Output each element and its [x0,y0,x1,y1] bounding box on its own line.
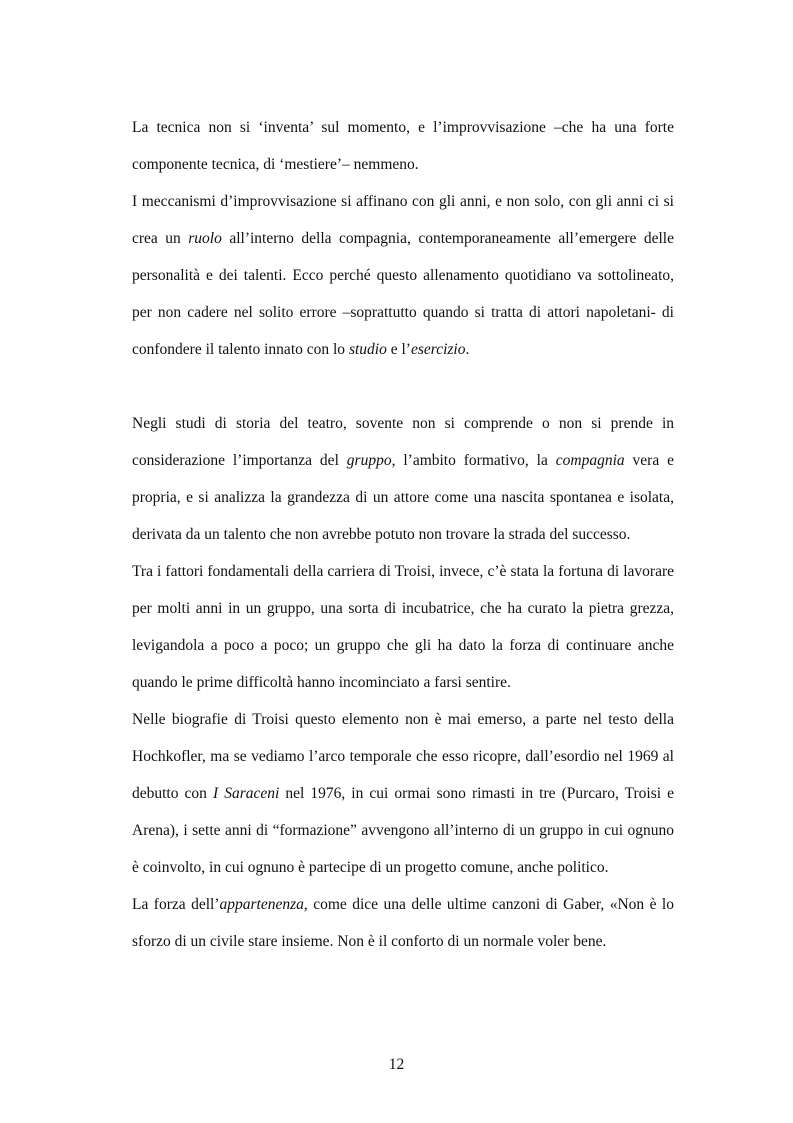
paragraph-5 [132,701,674,886]
emphasis-appartenenza: appartenenza [219,896,304,913]
page-number: 12 [388,1056,405,1073]
text-run: Tra i fattori fondamentali della carriera di Troisi, invece, c’è stata la fortuna di lavorare per molti anni in un gruppo, una sorta di incubatrice, che ha curato la pietra grezza, levigandola a poco a poco; un gruppo che gli ha dato la forza di continuare anche quando le prime difficoltà hanno incominciato a farsi sentire. [132,563,674,691]
body-text [132,109,674,960]
emphasis-ruolo: ruolo [188,230,222,247]
emphasis-studio: studio [348,341,387,358]
paragraph-3 [132,405,674,553]
text-run: e l’ [386,341,411,358]
paragraph-6 [132,886,674,960]
emphasis-gruppo: gruppo [346,452,392,469]
emphasis-title-i-saraceni: I Saraceni [213,785,280,802]
text-run: nel 1976, in cui ormai sono rimasti in tre (Purcaro, Troisi e Arena), i sette anni di “formazione” avvengono all’interno di un gruppo in cui ognuno è coinvolto, in cui ognuno è partecipe di un progetto comune, anche politico. [132,785,675,876]
text-run: I meccanismi d’improvvisazione si affinano con gli anni, e non solo, con gli anni ci si crea un [132,193,674,247]
paragraph-1 [132,109,674,183]
emphasis-esercizio: esercizio [410,341,466,358]
paragraph-4 [132,553,674,701]
text-run: . [465,341,470,358]
paragraph-2 [132,183,674,368]
text-run: all’interno della compagnia, contemporaneamente all’emergere delle personalità e dei talenti. Ecco perché questo allenamento quotidiano va sottolineato, per non cadere nel solito errore –soprattutto quando si tratta di attori napoletani- di confondere il talento innato con lo [132,230,674,358]
text-run: Nelle biografie di Troisi questo elemento non è mai emerso, a parte nel testo della Hochkofler, ma se vediamo l’arco temporale che esso ricopre, dall’esordio nel 1969 al debutto con [132,711,674,802]
text-run: , l’ambito formativo, la [391,452,556,469]
text-run: vera e propria, e si analizza la grandezza di un attore come una nascita spontanea e isolata, derivata da un talento che non avrebbe potuto non trovare la strada del successo. [132,452,674,543]
emphasis-compagnia: compagnia [555,452,625,469]
text-run: , come dice una delle ultime canzoni di Gaber, «Non è lo sforzo di un civile stare insieme. Non è il conforto di un normale voler bene. [132,896,674,950]
text-run: La tecnica non si ‘inventa’ sul momento, e l’improvvisazione –che ha una forte componente tecnica, di ‘mestiere’– nemmeno. [132,119,674,173]
text-run: La forza dell’ [132,896,220,913]
text-run: Negli studi di storia del teatro, sovente non si comprende o non si prende in considerazione l’importanza del [132,415,674,469]
paragraph-spacer [132,368,674,405]
